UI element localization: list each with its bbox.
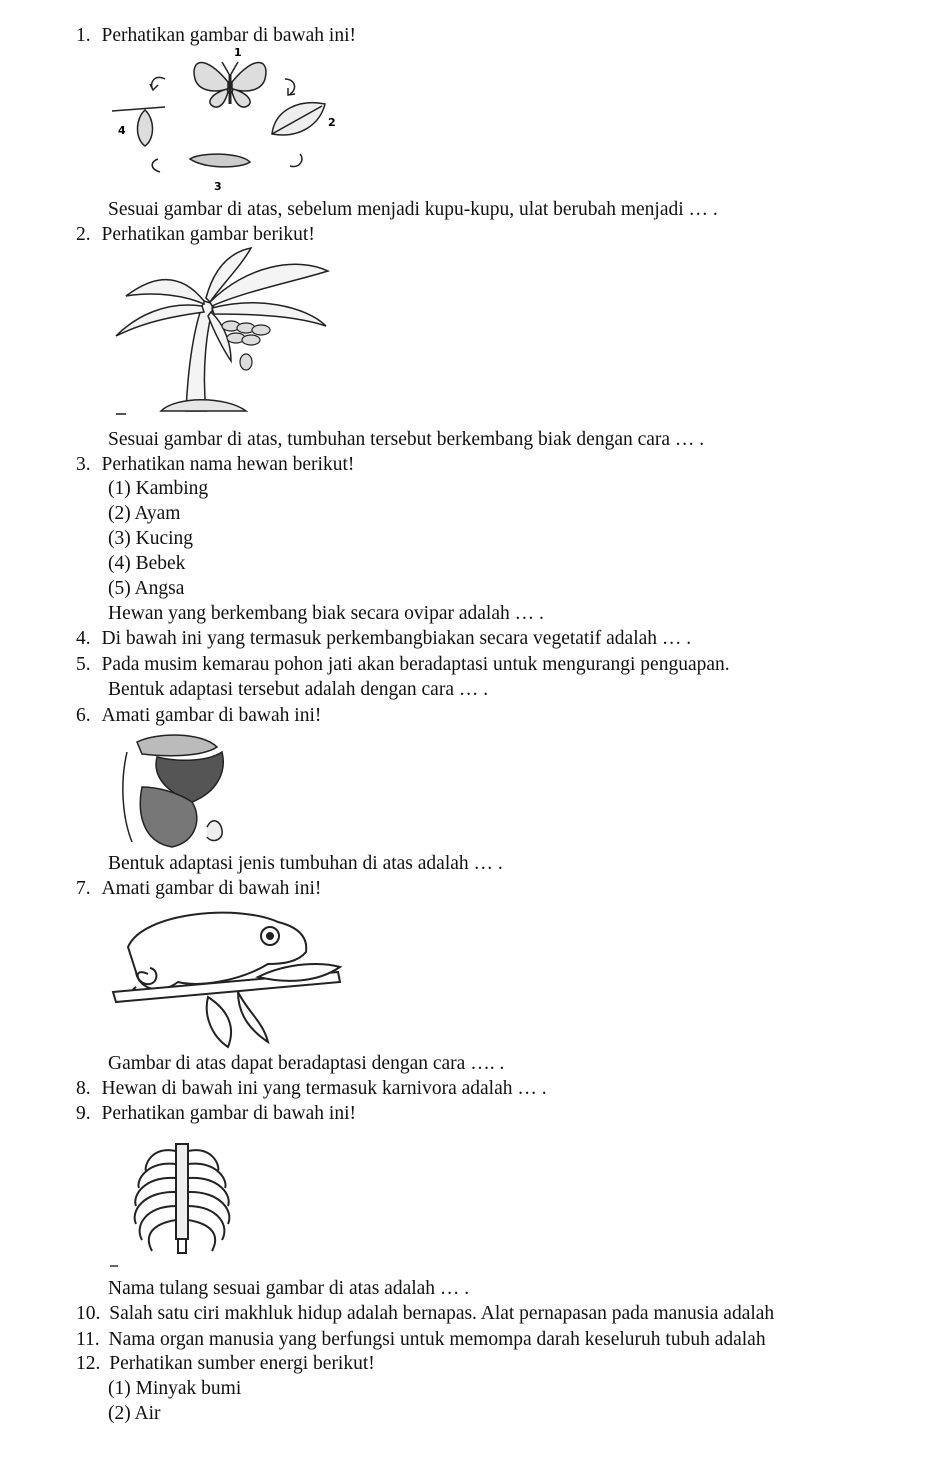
butterfly-icon xyxy=(194,62,266,107)
butterfly-life-cycle-figure xyxy=(110,44,340,194)
option-item: (1) Minyak bumi xyxy=(108,1378,242,1399)
question-12 xyxy=(76,1352,375,1376)
option-item: (3) Kucing xyxy=(108,528,194,549)
question-number: 7. xyxy=(76,878,91,899)
question-followup: Nama tulang sesuai gambar di atas adalah … . xyxy=(108,1278,470,1299)
question-number: 8. xyxy=(76,1078,91,1099)
question-number: 12. xyxy=(76,1353,101,1374)
question-followup: Hewan yang berkembang biak secara ovipar adalah … . xyxy=(108,603,544,624)
question-prompt: Perhatikan gambar berikut! xyxy=(101,224,315,245)
question-prompt: Perhatikan sumber energi berikut! xyxy=(109,1353,375,1374)
question-followup: Sesuai gambar di atas, sebelum menjadi kupu-kupu, ulat berubah menjadi … . xyxy=(108,199,718,220)
grass-icon xyxy=(161,400,246,411)
pitcher-plant-figure xyxy=(112,732,242,850)
question-9 xyxy=(76,1102,356,1126)
question-prompt: Nama organ manusia yang berfungsi untuk memompa darah keseluruh tubuh adalah xyxy=(108,1329,766,1350)
question-prompt: Pada musim kemarau pohon jati akan beradaptasi untuk mengurangi penguapan. xyxy=(101,654,730,675)
question-prompt: Salah satu ciri makhluk hidup adalah bernapas. Alat pernapasan pada manusia adalah xyxy=(109,1303,775,1324)
option-item: (1) Kambing xyxy=(108,478,209,499)
question-prompt: Hewan di bawah ini yang termasuk karnivora adalah … . xyxy=(101,1078,547,1099)
question-8 xyxy=(76,1077,547,1101)
question-number: 1. xyxy=(76,25,91,46)
question-followup: Bentuk adaptasi tersebut adalah dengan cara … . xyxy=(108,679,489,700)
question-number: 4. xyxy=(76,628,91,649)
chameleon-figure xyxy=(108,902,346,1050)
option-item: (2) Ayam xyxy=(108,503,181,524)
question-4 xyxy=(76,627,691,651)
question-number: 6. xyxy=(76,705,91,726)
question-11 xyxy=(76,1328,766,1352)
question-5 xyxy=(76,653,730,677)
leaf-icon xyxy=(272,103,325,135)
stage-label-1: 1 xyxy=(234,46,242,59)
question-followup: Bentuk adaptasi jenis tumbuhan di atas adalah … . xyxy=(108,853,503,874)
stage-label-4: 4 xyxy=(118,124,126,137)
option-item: (2) Air xyxy=(108,1403,161,1424)
question-prompt: Perhatikan gambar di bawah ini! xyxy=(101,1103,356,1124)
question-prompt: Amati gambar di bawah ini! xyxy=(101,705,322,726)
question-6 xyxy=(76,704,321,728)
option-item: (5) Angsa xyxy=(108,578,185,599)
rib-cage-figure xyxy=(106,1136,256,1276)
question-followup: Gambar di atas dapat beradaptasi dengan cara …. . xyxy=(108,1053,505,1074)
question-prompt: Perhatikan gambar di bawah ini! xyxy=(101,25,356,46)
question-number: 2. xyxy=(76,224,91,245)
banana-tree-icon xyxy=(116,248,328,411)
question-number: 11. xyxy=(76,1329,100,1350)
question-number: 5. xyxy=(76,654,91,675)
stage-label-3: 3 xyxy=(214,180,222,193)
question-number: 3. xyxy=(76,454,91,475)
question-prompt: Amati gambar di bawah ini! xyxy=(101,878,322,899)
banana-tree-figure xyxy=(106,246,338,424)
question-number: 10. xyxy=(76,1303,101,1324)
option-item: (4) Bebek xyxy=(108,553,186,574)
question-followup: Sesuai gambar di atas, tumbuhan tersebut berkembang biak dengan cara … . xyxy=(108,429,705,450)
question-prompt: Di bawah ini yang termasuk perkembangbiakan secara vegetatif adalah … . xyxy=(101,628,692,649)
rib-cage-icon xyxy=(110,1144,229,1266)
caterpillar-icon xyxy=(190,154,250,167)
question-2 xyxy=(76,223,315,247)
question-10 xyxy=(76,1302,774,1326)
question-3 xyxy=(76,453,354,477)
question-7 xyxy=(76,877,321,901)
pupa-icon xyxy=(138,110,153,146)
question-number: 9. xyxy=(76,1103,91,1124)
stage-label-2: 2 xyxy=(328,116,336,129)
question-prompt: Perhatikan nama hewan berikut! xyxy=(101,454,355,475)
pitcher-plant-icon xyxy=(123,735,223,847)
